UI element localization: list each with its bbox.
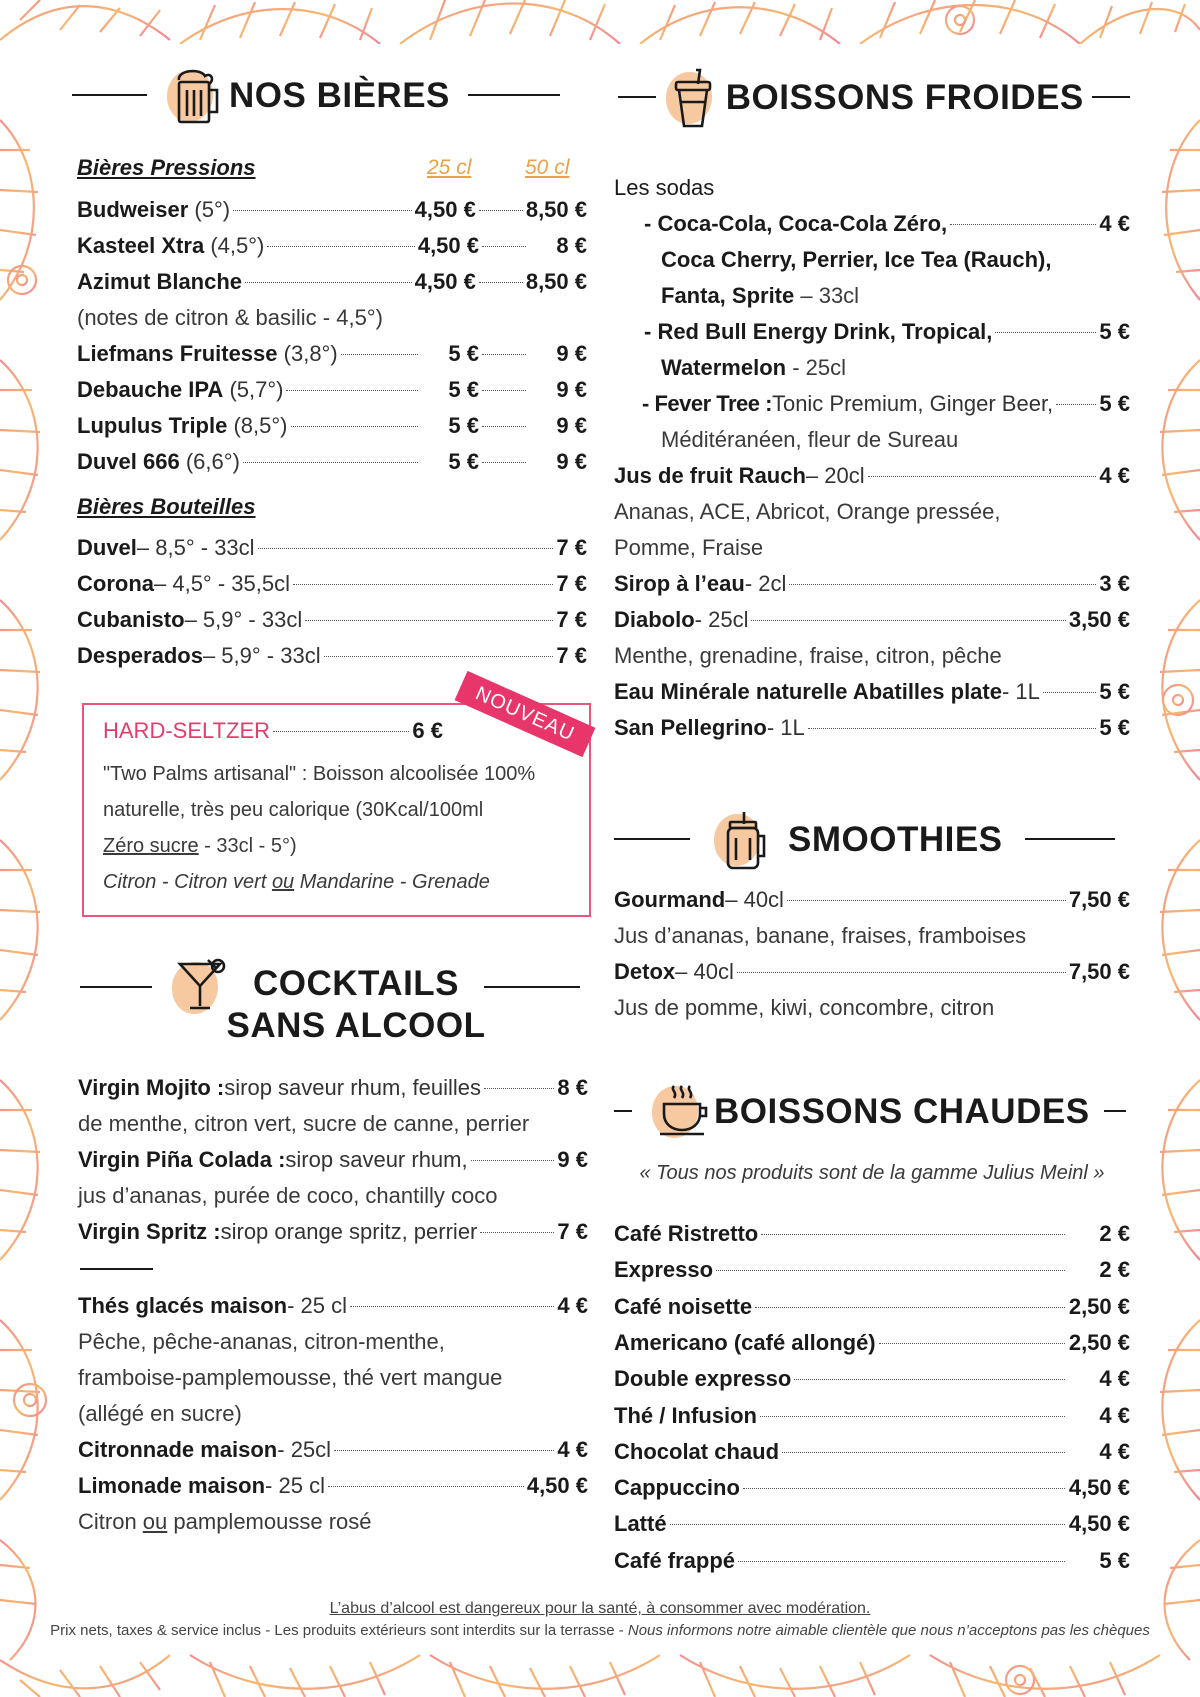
beer-row [77, 192, 587, 228]
beers-pressure-label: Bières Pressions [77, 155, 256, 180]
bottle-row [77, 566, 587, 602]
bottle-row [77, 530, 587, 566]
bottle-name: Desperados [77, 643, 203, 668]
hot-drink-name: Café frappé [614, 1547, 736, 1573]
hot-drink-price: 2,50 € [1068, 1293, 1130, 1319]
beer-name: Debauche IPA [77, 377, 224, 402]
beer-price-25: 5 € [448, 449, 479, 474]
beer-price-50: 9 € [556, 377, 587, 402]
size-50-header: 50 cl [525, 156, 570, 179]
bottle-price: 7 € [556, 607, 587, 632]
footer-notice: Prix nets, taxes & service inclus - Les produits extérieurs sont interdits sur la terrasse - Nous informons notre aimable clientèle que nous n’acceptons pas les chèques [50, 1622, 1150, 1639]
beer-price-25: 4,50 € [414, 269, 476, 294]
smoothie-row [614, 954, 1130, 990]
hard-seltzer-line4: Citron - Citron vert ou Mandarine - Grenade [103, 871, 490, 893]
hard-seltzer-line2: naturelle, très peu calorique (30Kcal/100ml [103, 799, 484, 821]
limonade-row: Limonade maison - 25 cl 4,50 € [78, 1473, 588, 1498]
hot-drink-row [614, 1506, 1130, 1542]
beer-price-50: 9 € [556, 449, 587, 474]
hot-drink-name: Café Ristretto [614, 1221, 759, 1246]
beer-row [77, 264, 587, 300]
fever-tree-line2: Méditéranéen, fleur de Sureau [661, 427, 959, 452]
cocktail-price: 9 € [557, 1147, 588, 1172]
beer-price-25: 5 € [448, 377, 479, 402]
citronnade-row: Citronnade maison - 25cl 4 € [78, 1437, 588, 1462]
beer-name: Kasteel Xtra [77, 233, 205, 258]
smoothie-price: 7,50 € [1068, 887, 1130, 912]
cold-drinks-header [618, 66, 1130, 128]
beer-name: Liefmans Fruitesse [77, 341, 278, 366]
cold-drinks-title: BOISSONS FROIDES [725, 77, 1084, 117]
cocktail-desc: jus d’ananas, purée de coco, chantilly coco [78, 1183, 498, 1208]
bottle-detail: – 5,9° - 33cl [202, 643, 321, 668]
hot-drink-price: 4 € [1099, 1366, 1130, 1392]
beer-name: Lupulus Triple [77, 413, 228, 438]
bottle-price: 7 € [556, 535, 587, 560]
hot-drink-name: Chocolat chaud [614, 1438, 780, 1464]
hot-drink-row [614, 1252, 1130, 1288]
hot-drink-price: 4,50 € [1068, 1511, 1130, 1537]
beer-detail: (8,5°) [233, 413, 288, 438]
tea-row: Thés glacés maison - 25 cl 4 € [78, 1293, 588, 1318]
beers-bottles-label: Bières Bouteilles [77, 494, 256, 519]
hot-drink-row [614, 1325, 1130, 1361]
bottle-detail: – 5,9° - 33cl [184, 607, 303, 632]
cocktail-detail: sirop saveur rhum, [285, 1147, 468, 1172]
coca-line3: Fanta, Sprite – 33cl [661, 283, 860, 308]
cocktail-price: 8 € [557, 1075, 588, 1100]
hot-drink-price: 4,50 € [1068, 1475, 1130, 1501]
hot-drinks-title: BOISSONS CHAUDES [714, 1091, 1090, 1131]
beer-price-50: 9 € [556, 413, 587, 438]
bottle-row [77, 602, 587, 638]
cocktail-detail: sirop orange spritz, perrier [220, 1219, 478, 1244]
coffee-cup-icon [650, 1080, 708, 1142]
smoothie-row [614, 882, 1130, 918]
beers-header [72, 64, 584, 126]
sirop-row: Sirop à l’eau - 2cl 3 € [614, 571, 1130, 596]
smoothie-jar-icon [712, 808, 770, 870]
soda-cup-icon [664, 66, 722, 128]
beer-row [77, 336, 587, 372]
beer-price-25: 5 € [448, 341, 479, 366]
diabolo-line2: Menthe, grenadine, fraise, citron, pêche [614, 643, 1002, 668]
hot-drink-price: 2,50 € [1068, 1329, 1130, 1355]
hard-seltzer-price: 6 € [412, 718, 443, 743]
juice-line3: Pomme, Fraise [614, 535, 764, 560]
beer-name: Azimut Blanche [77, 269, 243, 294]
cocktail-price: 7 € [557, 1219, 588, 1244]
smoothies-header [614, 808, 1130, 870]
bottle-name: Corona [77, 571, 154, 596]
cocktail-row [78, 1142, 588, 1178]
fever-tree-row: - Fever Tree : Tonic Premium, Ginger Beer, 5 € [642, 391, 1130, 416]
tea-desc-2: framboise-pamplemousse, thé vert mangue [78, 1365, 503, 1390]
pellegrino-row: San Pellegrino - 1L 5 € [614, 715, 1130, 740]
beers-title: NOS BIÈRES [229, 75, 450, 115]
hot-drink-row [614, 1289, 1130, 1325]
cocktail-detail: sirop saveur rhum, feuilles [224, 1075, 482, 1100]
cocktail-name: Virgin Piña Colada : [78, 1147, 286, 1172]
redbull-line2: Watermelon - 25cl [661, 355, 847, 380]
hard-seltzer-line1: "Two Palms artisanal" : Boisson alcoolisée 100% [103, 763, 536, 785]
redbull-row: - Red Bull Energy Drink, Tropical, 5 € [644, 319, 1130, 344]
smoothie-name: Gourmand [614, 887, 726, 912]
hot-drinks-header [614, 1080, 1130, 1142]
smoothie-name: Detox [614, 959, 676, 984]
cocktail-desc: de menthe, citron vert, sucre de canne, perrier [78, 1111, 530, 1136]
juice-line2: Ananas, ACE, Abricot, Orange pressée, [614, 499, 1001, 524]
diabolo-row: Diabolo - 25cl 3,50 € [614, 607, 1130, 632]
smoothie-price: 7,50 € [1068, 959, 1130, 984]
bottle-price: 7 € [556, 571, 587, 596]
hot-drink-name: Double expresso [614, 1366, 792, 1392]
hot-drink-price: 4 € [1099, 1438, 1130, 1464]
hard-seltzer-row [103, 713, 443, 749]
bottle-detail: – 4,5° - 35,5cl [154, 571, 290, 596]
cocktails-title-line2: SANS ALCOOL [226, 1006, 486, 1045]
beer-price-25: 4,50 € [417, 233, 479, 258]
azimut-note: (notes de citron & basilic - 4,5°) [77, 305, 383, 330]
cocktail-name: Virgin Mojito : [78, 1075, 225, 1100]
alcohol-warning: L’abus d’alcool est dangereux pour la santé, à consommer avec modération. [329, 1600, 871, 1617]
hard-seltzer-title: HARD-SELTZER [103, 718, 271, 743]
hot-drinks-quote: « Tous nos produits sont de la gamme Julius Meinl » [639, 1162, 1105, 1184]
bottle-name: Cubanisto [77, 607, 185, 632]
beer-name: Budweiser [77, 197, 189, 222]
cocktail-name: Virgin Spritz : [78, 1219, 221, 1244]
hot-drink-row [614, 1470, 1130, 1506]
bottle-row [77, 638, 587, 674]
hot-drink-price: 5 € [1099, 1547, 1130, 1573]
beer-price-50: 8,50 € [525, 197, 587, 222]
coca-row: - Coca-Cola, Coca-Cola Zéro, 4 € [644, 211, 1130, 236]
beer-detail: (4,5°) [210, 233, 265, 258]
cocktail-row [78, 1070, 588, 1106]
smoothies-title: SMOOTHIES [788, 819, 1003, 859]
hot-drink-row [614, 1434, 1130, 1470]
smoothie-desc: Jus de pomme, kiwi, concombre, citron [614, 995, 995, 1020]
bottle-price: 7 € [556, 643, 587, 668]
hot-drink-price: 4 € [1099, 1402, 1130, 1428]
hot-drink-name: Café noisette [614, 1293, 753, 1319]
hot-drink-name: Americano (café allongé) [614, 1329, 876, 1355]
beer-price-50: 9 € [556, 341, 587, 366]
beer-row [77, 444, 587, 480]
beer-detail: (6,6°) [185, 449, 240, 474]
cocktails-title-line1: COCKTAILS [252, 964, 460, 1003]
beer-row [77, 228, 587, 264]
size-25-header: 25 cl [427, 156, 472, 179]
hot-drink-row [614, 1216, 1130, 1252]
nouveau-badge: NOUVEAU [455, 671, 596, 757]
coca-line2: Coca Cherry, Perrier, Ice Tea (Rauch), [661, 247, 1052, 272]
cocktail-divider [80, 1268, 153, 1270]
beer-detail: (3,8°) [283, 341, 338, 366]
smoothie-desc: Jus d’ananas, banane, fraises, framboises [614, 923, 1027, 948]
hot-drink-name: Thé / Infusion [614, 1402, 757, 1428]
hot-drink-price: 2 € [1099, 1257, 1130, 1283]
hot-drink-row [614, 1361, 1130, 1397]
tea-desc-3: (allégé en sucre) [78, 1401, 242, 1426]
eau-row: Eau Minérale naturelle Abatilles plate - 1L 5 € [614, 679, 1130, 704]
beer-price-50: 8 € [556, 233, 587, 258]
beer-price-25: 5 € [448, 413, 479, 438]
hot-drink-price: 2 € [1099, 1221, 1130, 1246]
hard-seltzer-line3: Zéro sucre - 33cl - 5°) [103, 835, 297, 857]
hot-drink-row [614, 1543, 1130, 1579]
beer-row [77, 372, 587, 408]
tea-desc-1: Pêche, pêche-ananas, citron-menthe, [78, 1329, 445, 1354]
bottle-detail: – 8,5° - 33cl [136, 535, 255, 560]
hot-drink-row [614, 1398, 1130, 1434]
smoothie-detail: – 40cl [675, 959, 734, 984]
juice-row: Jus de fruit Rauch – 20cl 4 € [614, 463, 1130, 488]
beer-detail: (5,7°) [229, 377, 284, 402]
beer-name: Duvel 666 [77, 449, 180, 474]
hot-drink-name: Expresso [614, 1257, 714, 1283]
hot-drink-name: Cappuccino [614, 1475, 740, 1501]
beer-price-50: 8,50 € [525, 269, 587, 294]
sodas-label: Les sodas [614, 175, 715, 200]
beer-price-25: 4,50 € [414, 197, 476, 222]
bottle-name: Duvel [77, 535, 137, 560]
beer-mug-icon [165, 64, 223, 126]
beer-detail: (5°) [194, 197, 231, 222]
limonade-desc: Citron ou pamplemousse rosé [78, 1509, 372, 1534]
hot-drink-name: Latté [614, 1511, 667, 1537]
beer-row [77, 408, 587, 444]
smoothie-detail: – 40cl [725, 887, 784, 912]
cocktail-row [78, 1214, 588, 1250]
